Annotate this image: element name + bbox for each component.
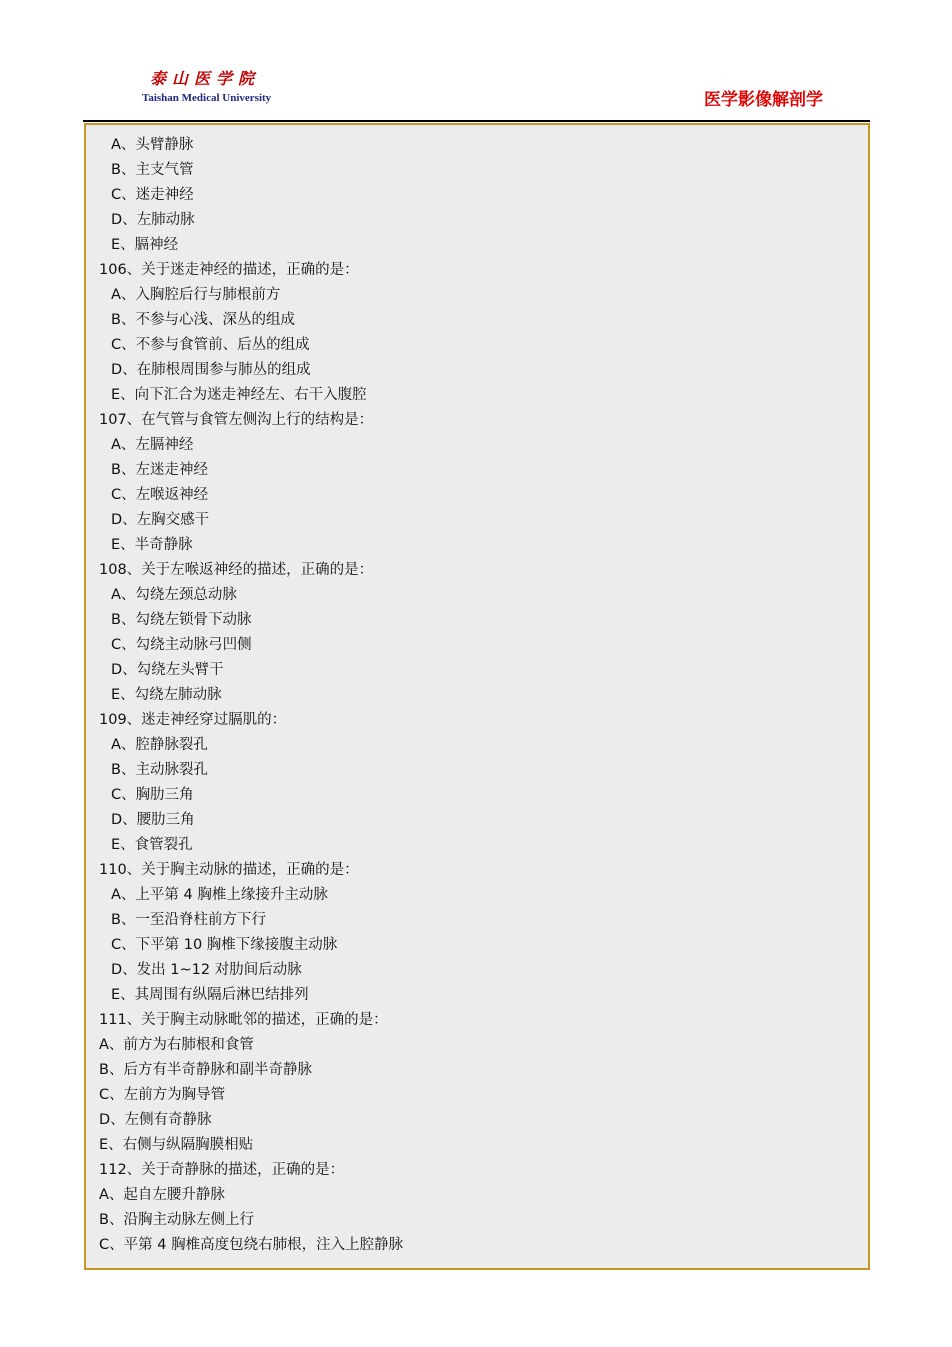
question-stem: 106、关于迷走神经的描述，正确的是： [99, 262, 359, 278]
answer-option: E、食管裂孔 [111, 837, 193, 853]
question-stem: 109、迷走神经穿过膈肌的： [99, 712, 287, 728]
question-panel [84, 123, 870, 1270]
answer-option: C、迷走神经 [111, 187, 194, 203]
answer-option: D、左肺动脉 [111, 212, 195, 228]
answer-option: A、前方为右肺根和食管 [99, 1037, 254, 1053]
answer-option: D、发出 1~12 对肋间后动脉 [111, 962, 302, 978]
answer-option: C、勾绕主动脉弓凹侧 [111, 637, 252, 653]
answer-option: D、在肺根周围参与肺丛的组成 [111, 362, 311, 378]
answer-option: B、左迷走神经 [111, 462, 208, 478]
question-stem: 107、在气管与食管左侧沟上行的结构是： [99, 412, 374, 428]
document-title: 医学影像解剖学 [704, 90, 823, 110]
answer-option: C、胸肋三角 [111, 787, 194, 803]
question-stem: 108、关于左喉返神经的描述，正确的是： [99, 562, 374, 578]
question-stem: 111、关于胸主动脉毗邻的描述，正确的是： [99, 1012, 388, 1028]
answer-option: E、勾绕左肺动脉 [111, 687, 222, 703]
answer-option: E、其周围有纵隔后淋巴结排列 [111, 987, 309, 1003]
university-logo-en: Taishan Medical University [142, 92, 272, 104]
answer-option: E、膈神经 [111, 237, 179, 253]
answer-option: D、勾绕左头臂干 [111, 662, 224, 678]
answer-option: B、一至沿脊柱前方下行 [111, 912, 266, 928]
answer-option: B、不参与心浅、深丛的组成 [111, 312, 295, 328]
answer-option: D、左胸交感干 [111, 512, 210, 528]
question-stem: 110、关于胸主动脉的描述，正确的是： [99, 862, 359, 878]
answer-option: C、平第 4 胸椎高度包绕右肺根，注入上腔静脉 [99, 1237, 404, 1253]
answer-option: A、上平第 4 胸椎上缘接升主动脉 [111, 887, 328, 903]
answer-option: C、左喉返神经 [111, 487, 209, 503]
answer-option: A、起自左腰升静脉 [99, 1187, 225, 1203]
answer-option: A、腔静脉裂孔 [111, 737, 208, 753]
answer-option: C、下平第 10 胸椎下缘接腹主动脉 [111, 937, 338, 953]
answer-option: E、向下汇合为迷走神经左、右干入腹腔 [111, 387, 367, 403]
answer-option: A、勾绕左颈总动脉 [111, 587, 237, 603]
answer-option: B、后方有半奇静脉和副半奇静脉 [99, 1062, 312, 1078]
answer-option: B、主支气管 [111, 162, 194, 178]
answer-option: E、右侧与纵隔胸膜相贴 [99, 1137, 254, 1153]
answer-option: B、沿胸主动脉左侧上行 [99, 1212, 254, 1228]
university-logo-cn: 泰山医学院 [150, 69, 261, 88]
answer-option: A、入胸腔后行与肺根前方 [111, 287, 281, 303]
answer-option: B、勾绕左锁骨下动脉 [111, 612, 252, 628]
answer-option: A、左膈神经 [111, 437, 194, 453]
question-stem: 112、关于奇静脉的描述，正确的是： [99, 1162, 345, 1178]
answer-option: C、不参与食管前、后丛的组成 [111, 337, 310, 353]
header-divider [83, 120, 870, 122]
question-list [86, 133, 868, 1258]
answer-option: D、腰肋三角 [111, 812, 195, 828]
answer-option: A、头臂静脉 [111, 137, 194, 153]
answer-option: E、半奇静脉 [111, 537, 193, 553]
answer-option: D、左侧有奇静脉 [99, 1112, 212, 1128]
answer-option: B、主动脉裂孔 [111, 762, 208, 778]
answer-option: C、左前方为胸导管 [99, 1087, 226, 1103]
